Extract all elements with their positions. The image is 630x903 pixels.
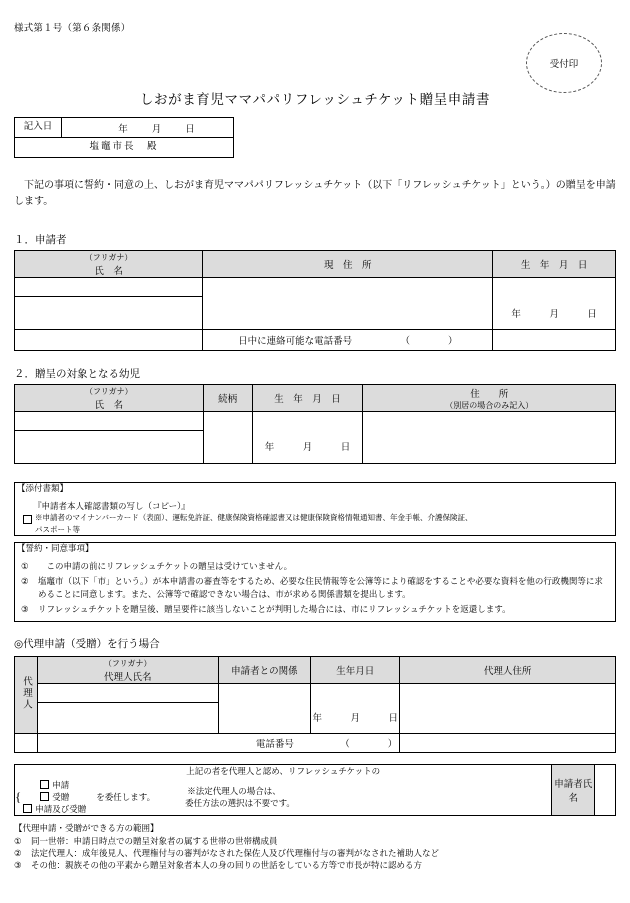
pledge-item-3-text: リフレッシュチケットを贈呈後、贈呈要件に該当しないことが判明した場合には、市にリフレッシュチケットを返還します。 [38,603,511,614]
applicant-birth-input[interactable]: 年 月 日 [493,278,616,330]
applicant-furigana-input[interactable] [15,278,203,297]
applicant-birth-header: 生 年 月 日 [493,251,616,278]
proxy-birth-input[interactable]: 年 月 日 [311,684,400,734]
reception-stamp-label: 受付印 [549,60,579,70]
proxy-relation-input[interactable] [218,684,311,734]
child-relation-input[interactable] [203,412,252,464]
pledge-item-1-text: この申請の前にリフレッシュチケットの贈呈は受けていません。 [38,561,293,571]
proxy-name-input[interactable] [37,703,218,734]
proxy-phone-paren: （ ） [340,740,398,750]
applicant-name-input[interactable] [15,297,203,330]
child-address-input[interactable] [363,412,616,464]
applicant-name-header: （フリガナ） 氏 名 [15,251,203,278]
brace-icon: { [15,789,22,804]
form-number: 様式第１号（第６条関係） [14,24,131,34]
applicant-address-input[interactable] [203,278,493,330]
proxy-furigana-input[interactable] [37,684,218,703]
child-name-header: （フリガナ） 氏 名 [15,385,204,412]
attachment-heading: 【添付書類】 [17,483,69,493]
delegation-checkbox-1[interactable] [40,780,49,789]
applicant-signature-input[interactable] [595,765,616,816]
attachment-line1: 『申請者本人確認書類の写し（コピー）』 [33,501,190,511]
section2-heading: ２．贈呈の対象となる幼児 [14,369,140,380]
pledge-item-2-text: 塩竈市（以下「市」という。）が本申請書の審査等をするため、必要な住民情報等を公簿等により確認をすることや必要な資料を他の行政機関等に求めることに同意します。また、公簿等で確認できない場合は、市が求める関係書類を提出します。 [38,576,603,599]
delegation-lead: 上記の者を代理人と認め、リフレッシュチケットの [186,766,381,776]
attachment-line3: パスポート等 [35,525,80,534]
child-birth-input[interactable]: 年 月 日 [252,412,363,464]
child-furigana-input[interactable] [15,412,204,431]
footer-item-3-text: その他：親族その他の平素から贈呈対象者本人の身の回りの世話をしている方等で市長が特に認める方 [31,860,423,871]
entry-date-month: 月 [151,124,162,135]
reception-stamp-circle [526,33,602,93]
footer-notes [14,822,616,872]
footer-item-2-no: ② [14,848,22,859]
footer-item-1-text: 同一世帯：申請日時点での贈呈対象者の属する世帯の世帯構成員 [31,835,278,846]
attachment-checkbox[interactable] [23,515,32,524]
delegation-option-1[interactable]: 申請 [23,779,86,791]
pledge-item-2-no: ② [21,576,29,587]
addressee: 塩竈市長 殿 [89,142,159,152]
applicant-birth-blank [493,330,616,351]
footer-item-3-no: ③ [14,860,22,871]
section3-heading: ◎代理申請（受贈）を行う場合 [14,639,160,650]
applicant-signature-header: 申請者氏名 [552,765,595,816]
pledge-item-1-no: ① [21,561,29,571]
delegation-tail: を委任します。 [96,792,156,802]
footer-item-2-text: 法定代理人：成年後見人、代理権付与の審判がなされた保佐人及び代理権付与の審判がなされた補助人など [31,848,440,859]
proxy-spacer [15,734,38,753]
child-birth-header: 生 年 月 日 [252,385,363,412]
attachment-box [14,482,616,536]
proxy-address-header: 代理人住所 [400,657,616,684]
applicant-phone-paren: （ ） [400,337,458,347]
pledge-item-3-no: ③ [21,603,29,614]
footer-heading: 【代理申請・受贈ができる方の範囲】 [14,823,159,833]
child-table [14,384,616,464]
proxy-phone-row[interactable] [37,734,399,753]
delegation-checkbox-2[interactable] [40,792,49,801]
delegation-checkbox-3[interactable] [23,804,32,813]
applicant-phone-row[interactable] [203,330,493,351]
entry-date-label: 記入日 [15,118,62,137]
delegation-option-3[interactable]: 申請及び受贈 [23,803,86,815]
proxy-side-label: 代理人 [15,657,38,734]
section1-heading: １．申請者 [14,235,67,246]
proxy-phone-blank [400,734,616,753]
delegation-option-2[interactable]: 受贈 [23,791,86,803]
applicant-phone-note: 日中に連絡可能な電話番号 [238,337,353,347]
entry-date-year: 年 [118,124,128,135]
spacer-cell [15,330,203,351]
attachment-line2: ※申請者のマイナンバーカード（表面）、運転免許証、健康保険資格確認書又は健康保険資格情報通知書、年金手帳、介護保険証、 [35,513,473,522]
proxy-name-header: （フリガナ） 代理人氏名 [37,657,218,684]
entry-date-box [14,117,234,158]
delegation-cell [15,765,552,816]
intro-paragraph: 下記の事項に誓約・同意の上、しおがま育児ママパパリフレッシュチケット（以下「リフレッシュチケット」という。）の贈呈を申請します。 [14,180,616,207]
applicant-address-header: 現 住 所 [203,251,493,278]
entry-date-day: 日 [185,124,195,135]
delegation-table [14,764,616,816]
proxy-relation-header: 申請者との関係 [218,657,311,684]
proxy-address-input[interactable] [400,684,616,734]
page-title: しおがま育児ママパパリフレッシュチケット贈呈申請書 [139,92,491,107]
child-address-header: 住 所 （別居の場合のみ記入） [363,385,616,412]
pledge-heading: 【誓約・同意事項】 [17,543,94,553]
child-relation-header: 続柄 [203,385,252,412]
footer-item-1-no: ① [14,835,22,846]
applicant-table [14,250,616,351]
child-name-input[interactable] [15,431,204,464]
proxy-table [14,656,616,753]
proxy-birth-header: 生年月日 [311,657,400,684]
delegation-note: ※法定代理人の場合は、 委任方法の選択は不要です。 [185,786,295,808]
pledge-box [14,542,616,622]
proxy-phone-label: 電話番号 [255,740,294,750]
